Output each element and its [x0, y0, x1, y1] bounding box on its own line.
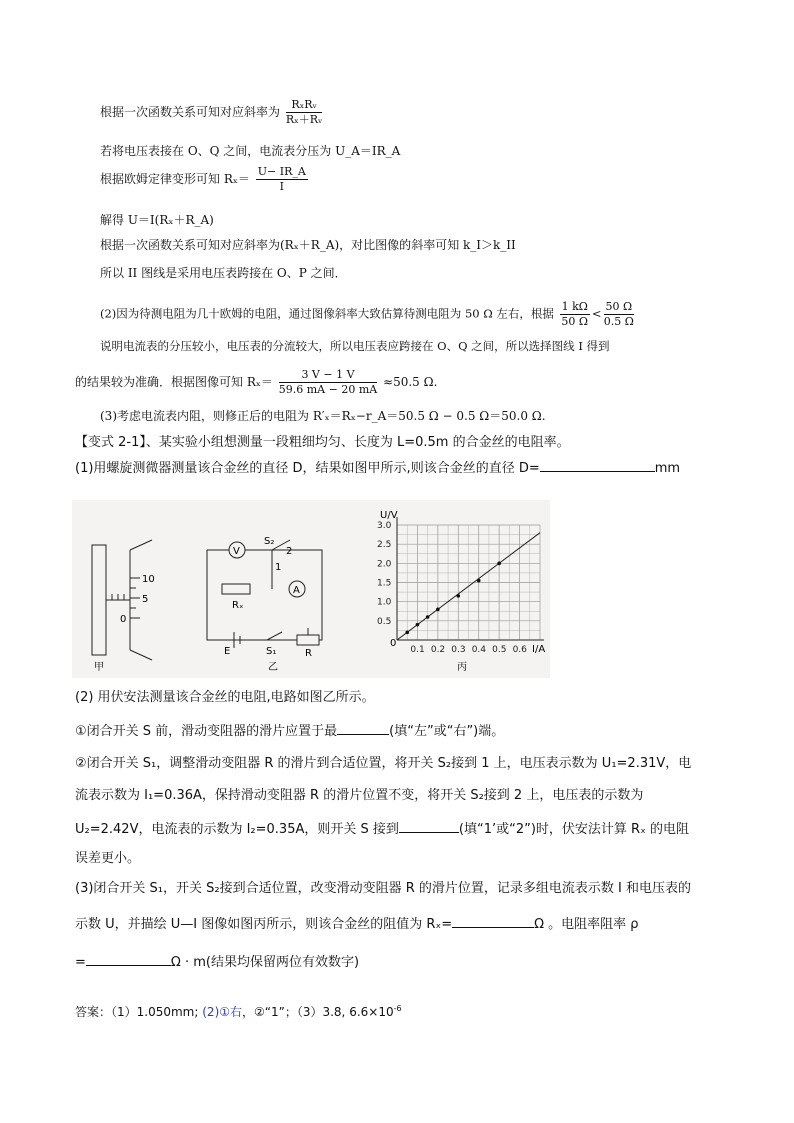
answer-line — [75, 1000, 402, 1021]
q2a-text: ①闭合开关 S 前，滑动变阻器的滑片应置于最 — [75, 724, 338, 739]
derivation-line-5: 根据一次函数关系可知对应斜率为(Rₓ＋R_A)，对比图像的斜率可知 k_I＞k_II — [100, 238, 516, 252]
derivation-line-2: 若将电压表接在 O、Q 之间，电流表分压为 U_A＝IR_A — [100, 144, 401, 158]
answer-label: 答案：（1）1.050mm; — [75, 1005, 199, 1019]
figure-label-bing: 丙 — [457, 662, 467, 673]
question-3-line-3 — [75, 953, 359, 972]
rx-resistor — [222, 584, 250, 594]
scale-label-5: 5 — [142, 594, 149, 605]
resistance-fraction — [279, 368, 377, 397]
derivation-line-6: 所以 II 图线是采用电压表跨接在 O、P 之间． — [100, 266, 347, 280]
derivation-part-3: (3)考虑电流表内阻，则修正后的电阻为 R′ₓ＝Rₓ−r_A＝50.5 Ω − 0.5 Ω＝50.0 Ω. — [100, 409, 546, 423]
problem-heading: 【变式 2-1】、某实验小组想测量一段粗细均匀、长度为 L=0.5m 的合金丝的电阻率。 — [75, 435, 570, 450]
fraction-denominator: 59.6 mA − 20 mA — [278, 383, 378, 396]
figure-label-yi: 乙 — [268, 662, 278, 673]
derivation-part-2-line-2: 说明电流表的分压较小，电压表的分流较大，所以电压表应跨接在 O、Q 之间，所以选择图线 I 得到 — [100, 339, 610, 353]
q3-eq: = — [75, 955, 86, 970]
derivation-line-3 — [100, 165, 310, 194]
y-tick-label: 1.0 — [377, 597, 392, 608]
circuit-wire-loop — [207, 550, 322, 640]
fraction-denominator: 50 Ω — [561, 315, 589, 328]
voltmeter-label: V — [233, 546, 240, 557]
ammeter-label: A — [293, 585, 300, 596]
fraction-denominator: 0.5 Ω — [603, 315, 634, 328]
derivation-line-4: 解得 U＝I(Rₓ＋R_A) — [100, 213, 214, 227]
question-2b-line-2: 流表示数为 I₁=0.36A，保持滑动变阻器 R 的滑片位置不变，将开关 S₂接到 2 上，电压表的示数为 — [75, 788, 644, 803]
rheostat-symbol — [297, 635, 319, 645]
derivation-part-2 — [100, 300, 636, 329]
figure-svg — [72, 500, 550, 678]
ohm-fraction — [256, 165, 308, 194]
rx-label: Rₓ — [232, 600, 244, 611]
q2a-tail: (填“左”或“右”)端。 — [389, 724, 505, 739]
data-point — [426, 615, 430, 619]
fraction-numerator: 1 kΩ — [561, 300, 588, 313]
circuit-diagram — [207, 540, 322, 648]
answer-exponent: -6 — [393, 1004, 402, 1013]
scale-label-0: 0 — [120, 614, 127, 625]
line-text: (2)因为待测电阻为几十欧姆的电阻，通过图像斜率大致估算待测电阻为 50 Ω 左右，根据 — [100, 306, 554, 321]
question-2b-line-1: ②闭合开关 S₁，调整滑动变阻器 R 的滑片到合适位置，将开关 S₂接到 1 上，电压表示数为 U₁=2.31V，电 — [75, 756, 692, 771]
fraction-numerator: U− IR_A — [257, 165, 306, 178]
question-2b-line-3 — [75, 820, 689, 839]
data-point — [497, 562, 501, 566]
answer-blank — [399, 820, 459, 833]
q3-text: 示数 U，并描绘 U—I 图像如图丙所示，则该合金丝的阻值为 Rₓ= — [75, 917, 453, 932]
data-point — [456, 594, 460, 598]
question-2: (2) 用伏安法测量该合金丝的电阻,电路如图乙所示。 — [75, 690, 375, 705]
fraction-denominator: I — [279, 180, 284, 193]
derivation-line-1 — [100, 98, 324, 127]
answer-part-2b: ，②“1”；（3）3.8, — [242, 1005, 346, 1019]
line-text: 根据一次函数关系可知对应斜率为 — [100, 105, 281, 119]
answer-blank — [86, 953, 171, 966]
s2-terminal-1: 1 — [275, 562, 282, 573]
ui-graph — [377, 517, 544, 655]
y-tick-label: 2.5 — [377, 540, 392, 551]
ratio-fraction-2 — [604, 300, 635, 329]
q2b-text: U₂=2.42V，电流表的示数为 I₂=0.35A，则开关 S 接到 — [75, 822, 399, 837]
x-tick-label: 0.1 — [410, 645, 425, 655]
fraction-denominator: Rₓ＋Rᵥ — [285, 113, 323, 126]
derivation-part-2-line-3 — [75, 368, 437, 397]
s1-label: S₁ — [266, 646, 277, 657]
ratio-fraction-1 — [560, 300, 590, 329]
answer-blank — [540, 459, 655, 472]
q2b-tail: (填“1’或“2”)时，伏安法计算 Rₓ 的电阻 — [458, 822, 689, 837]
line-text: 的结果较为准确．根据图像可知 Rₓ＝ — [75, 375, 273, 389]
scale-label-10: 10 — [142, 574, 155, 585]
line-tail: ≈50.5 Ω. — [383, 375, 438, 389]
x-tick-label: 0.3 — [451, 645, 466, 655]
data-point — [477, 579, 481, 583]
answer-part-3b: 6.6×10 — [349, 1005, 394, 1019]
data-point — [405, 631, 409, 635]
q1-unit: mm — [654, 461, 681, 476]
fraction-numerator: 3 V − 1 V — [279, 368, 377, 383]
battery-label: E — [224, 646, 231, 657]
q1-text: (1)用螺旋测微器测量该合金丝的直径 D，结果如图甲所示,则该合金丝的直径 D= — [75, 461, 540, 476]
slope-fraction — [286, 98, 322, 127]
answer-blank — [452, 915, 534, 928]
fraction-numerator: 50 Ω — [605, 300, 633, 313]
graph-ylabel: U/V — [380, 510, 398, 521]
s2-terminal-2: 2 — [286, 546, 293, 557]
y-tick-label: 1.5 — [377, 578, 392, 589]
q3-tail: Ω 。电阻率阻率 ρ — [534, 917, 639, 932]
answer-blank — [337, 722, 389, 735]
x-tick-label: 0.5 — [492, 645, 507, 655]
s2-label: S₂ — [264, 536, 275, 547]
question-2a — [75, 722, 504, 741]
data-point — [436, 608, 440, 612]
q3-unit: Ω · m(结果均保留两位有效数字) — [170, 955, 360, 970]
question-3-line-2 — [75, 915, 639, 934]
less-than: < — [591, 306, 602, 321]
rheostat-label: R — [305, 648, 312, 659]
line-text: 根据欧姆定律变形可知 Rₓ＝ — [100, 172, 250, 186]
y-tick-label: 0.5 — [377, 616, 392, 627]
data-point — [416, 623, 420, 627]
x-tick-label: 0.6 — [512, 645, 527, 655]
question-1 — [75, 459, 680, 478]
switch-s1-blade — [267, 632, 282, 640]
experiment-figure — [72, 500, 550, 678]
figure-label-jia: 甲 — [94, 662, 104, 673]
fraction-numerator: RₓRᵥ — [286, 98, 322, 113]
x-tick-label: 0.4 — [471, 645, 487, 655]
graph-xlabel: I/A — [532, 644, 546, 655]
micrometer-anvil — [92, 545, 106, 655]
graph-origin: 0 — [390, 638, 397, 649]
y-tick-label: 3.0 — [377, 521, 392, 531]
y-tick-label: 2.0 — [377, 559, 392, 570]
question-3-line-1: (3)闭合开关 S₁，开关 S₂接到合适位置，改变滑动变阻器 R 的滑片位置，记录多组电流表示数 I 和电压表的 — [75, 881, 692, 896]
question-2b-line-4: 误差更小。 — [75, 851, 141, 866]
answer-part-2a: (2)①右 — [202, 1005, 243, 1019]
x-tick-label: 0.2 — [430, 645, 446, 655]
